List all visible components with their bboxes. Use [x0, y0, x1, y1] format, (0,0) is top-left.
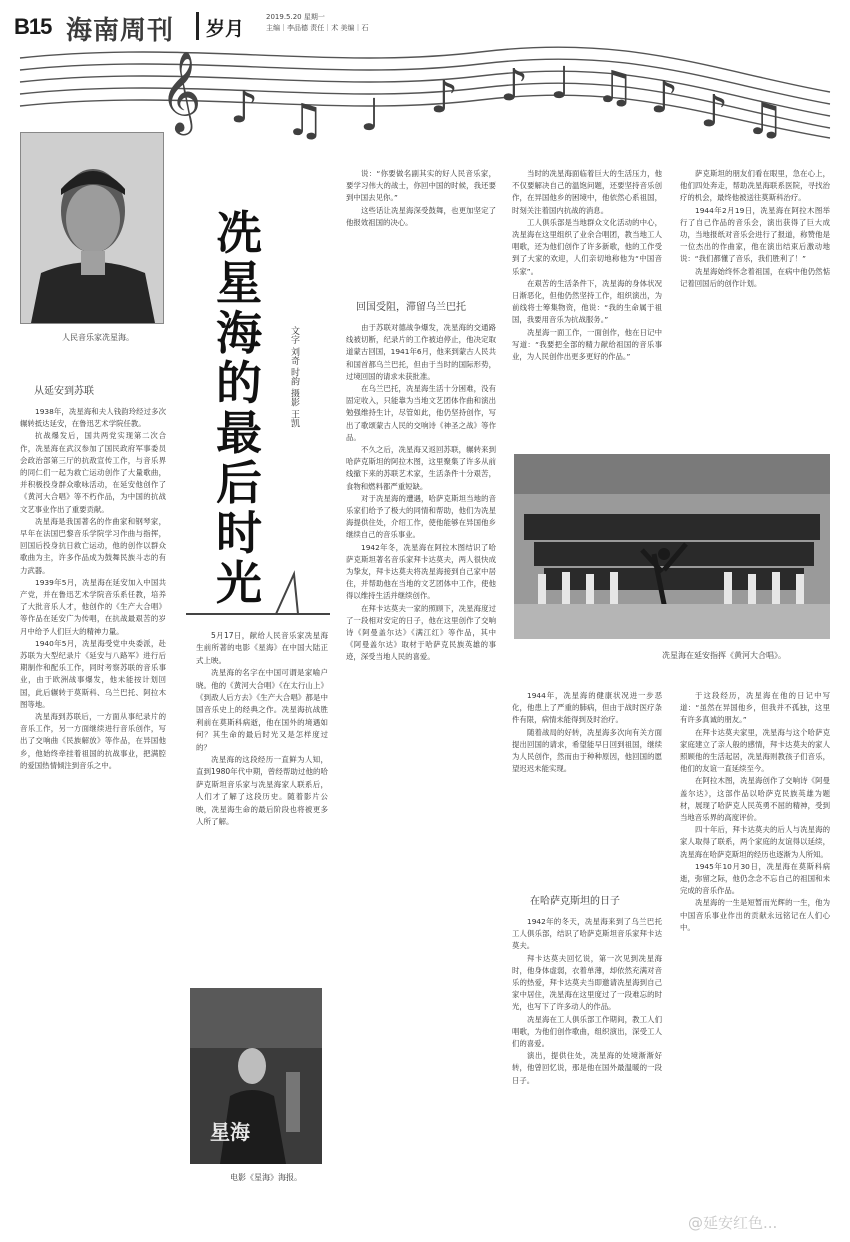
paragraph: 当时的冼星海面临着巨大的生活压力，他不仅要解决自己的温饱问题，还要坚持音乐创作，在异国他乡的困境中，他依然心系祖国，时刻关注着国内抗战的消息。: [512, 169, 662, 215]
paragraph: 1942年的冬天，冼星海来到了乌兰巴托工人俱乐部，结识了哈萨克斯坦音乐家拜卡达莫夫。: [512, 917, 662, 951]
svg-text:♫: ♫: [595, 62, 635, 113]
lead-paragraph: 5月17日，献给人民音乐家冼星海生前所著的电影《星海》在中国大陆正式上映。: [196, 631, 328, 665]
paragraph: 在艰苦的生活条件下，冼星海的身体状况日渐恶化，但他仍然坚持工作，组织演出，为前线将士筹集物资，他说：“我的生命属于祖国，我要用音乐为抗战服务。”: [512, 278, 662, 325]
paragraph: 演出，提供住处，冼星海的处境渐渐好转，他曾回忆说，那是他在国外最温暖的一段日子。: [512, 1051, 662, 1085]
svg-text:♪: ♪: [650, 72, 679, 123]
treble-clef-icon: 𝄞: [160, 50, 202, 132]
paragraph: 对于冼星海的遭遇，哈萨克斯坦当地的音乐家们给予了极大的同情和帮助，他们为冼星海提供住处，介绍工作，使他能够在异国他乡继续自己的音乐事业。: [346, 493, 496, 540]
paragraph: 在阿拉木图，冼星海创作了交响诗《阿曼盖尔达》，这部作品以哈萨克民族英雄为题材，展现了哈萨克人民英勇不屈的精神，受到当地音乐界的高度评价。: [680, 776, 830, 823]
paragraph: 冼星海始终怀念着祖国，在病中他仍然惦记着回国后的创作计划。: [680, 266, 830, 288]
article-column-1: [20, 406, 166, 1206]
lead-text: [196, 630, 328, 829]
article-column-3-top: [346, 168, 496, 288]
article-column-5-bottom: [680, 690, 830, 1206]
title-char: 海: [216, 306, 262, 360]
paragraph: 1945年10月30日，冼星海在莫斯科病逝，弥留之际，他仍念念不忘自己的祖国和未完成的音乐作品。: [680, 861, 830, 896]
paragraph: 冼星海在工人俱乐部工作期间，教工人们唱歌，为他们创作歌曲，组织演出，深受工人们的喜爱。: [512, 1014, 662, 1049]
issue-editors: 主编｜李品德 责任｜术 美编｜石: [266, 24, 369, 32]
svg-text:♪: ♪: [500, 60, 529, 111]
paragraph: 于这段经历，冼星海在他的日记中写道：“虽然在异国他乡，但我并不孤独，这里有许多真诚的朋友。”: [680, 691, 830, 725]
paragraph: 工人俱乐部是当地群众文化活动的中心，冼星海在这里组织了业余合唱团，教当地工人唱歌，还为他们创作了许多新歌，他的工作受到了大家的欢迎，人们亲切地称他为“中国音乐家”。: [512, 217, 662, 276]
article-column-5-top: [680, 168, 830, 444]
paragraph: 1938年，冼星海和夫人钱韵玲经过多次辗转抵达延安，在鲁迅艺术学院任教。: [20, 407, 166, 429]
paragraph: 冼星海是我国著名的作曲家和钢琴家，早年在法国巴黎音乐学院学习作曲与指挥，回国后投身抗日救亡运动，他的创作以群众歌曲为主，许多作品成为鼓舞民族斗志的有力武器。: [20, 516, 166, 575]
subhead-from-yanan: 从延安到苏联: [34, 386, 94, 397]
page-number: B15: [14, 14, 52, 39]
paragraph: 拜卡达莫夫回忆说，第一次见到冼星海时，他身体虚弱，衣着单薄，却依然充满对音乐的热爱，拜卡达莫夫当即邀请冼星海到自己家中居住，冼星海在这里度过了一段难忘的时光，也写下了许多动人的作品。: [512, 953, 662, 1012]
article-column-4-bottom: [512, 916, 662, 1216]
watermark: @延安红色...: [688, 1214, 778, 1232]
paragraph: 1942年冬，冼星海在阿拉木图结识了哈萨克斯坦著名音乐家拜卡达莫夫，两人很快成为挚友，拜卡达莫夫将冼星海接到自己家中居住，并帮助他在当地的文艺团体中工作，使他得以维持生活并继续创作。: [346, 542, 496, 601]
choir-photo: [514, 454, 830, 639]
paragraph: 这些话让冼星海深受鼓舞，也更加坚定了他报效祖国的决心。: [346, 205, 496, 227]
title-char: 时: [216, 506, 262, 560]
paragraph: 由于苏联对德战争爆发，冼星海的交通路线被切断，纪录片的工作被迫停止，他决定取道蒙古回国，1941年6月，他来到蒙古人民共和国首都乌兰巴托，但由于当时的国际形势，过境回国的请求未获批准。: [346, 323, 496, 381]
paragraph: 萨克斯坦的朋友们看在眼里，急在心上，他们四处奔走，帮助冼星海联系医院，寻找治疗的机会，最终他被送往莫斯科治疗。: [680, 169, 830, 203]
lead-paragraph: 冼星海的这段经历一直鲜为人知，直到1980年代中期，曾经帮助过他的哈萨克斯坦音乐家与冼星海家人联系后，人们才了解了这段历史。随着影片公映，冼星海生命的最后阶段也将被更多人所了解。: [196, 755, 328, 827]
title-char: 最: [216, 406, 262, 460]
lead-paragraph: 冼星海的名字在中国可谓是家喻户晓。他的《黄河大合唱》《在太行山上》《到敌人后方去》《生产大合唱》都是中国音乐史上的经典之作。冼星海抗战胜利前在莫斯科病逝，他在国外的境遇如何？其生命的最后时光又是怎样度过的？: [196, 668, 328, 752]
lead-box-corner-decoration: [186, 570, 326, 616]
title-char: 后: [216, 456, 262, 510]
paragraph: 冼星海一面工作，一面创作，他在日记中写道：“我要把全部的精力献给祖国的音乐事业，为人民创作出更多更好的作品。”: [512, 327, 662, 362]
byline: 文字 刘奇 时韵 摄影 王凯: [289, 326, 299, 428]
paragraph: 在乌兰巴托，冼星海生活十分困难，没有固定收入，只能靠为当地文艺团体作曲和演出勉强维持生计，尽管如此，他仍坚持创作，写出了歌颂蒙古人民的交响诗《神圣之战》等作品。: [346, 384, 496, 442]
film-poster: [190, 988, 322, 1164]
issue-date: 2019.5.20 星期一: [266, 13, 325, 21]
svg-text:♪: ♪: [700, 86, 729, 137]
title-char: 星: [216, 256, 262, 310]
article-column-3: [346, 322, 496, 1202]
paragraph: 冼星海的一生是短暂而光辉的一生，他为中国音乐事业作出的贡献永远铭记在人们心中。: [680, 898, 830, 932]
svg-text:♩: ♩: [360, 90, 381, 140]
title-char: 光: [216, 556, 262, 610]
paragraph: 说：“你要做名副其实的好人民音乐家，要学习伟大的战士，你回中国的时候，我还要到中国去见你。”: [346, 169, 496, 203]
subhead-kazakhstan-days: 在哈萨克斯坦的日子: [530, 896, 620, 907]
portrait-caption: 人民音乐家冼星海。: [62, 333, 134, 342]
paragraph: 1944年2月19日，冼星海在阿拉木图举行了自己作品的音乐会，演出获得了巨大成功，当地报纸对音乐会进行了报道，称赞他是一位杰出的作曲家，他在演出结束后激动地说：“我们都懂了音乐，我们胜利了！”: [680, 205, 830, 264]
svg-text:♫: ♫: [285, 95, 325, 140]
paragraph: 1939年5月，冼星海在延安加入中国共产党，并在鲁迅艺术学院音乐系任教，培养了大批音乐人才，他创作的《生产大合唱》等作品在延安广为传唱，在抗战最艰苦的岁月中给予人们巨大的精神力量。: [20, 577, 166, 636]
svg-text:♩: ♩: [550, 58, 571, 109]
paragraph: 不久之后，冼星海又返回苏联，辗转来到哈萨克斯坦的阿拉木图，这里聚集了许多从前线撤下来的苏联艺术家，生活条件十分艰苦，食物和燃料都严重短缺。: [346, 445, 496, 491]
paragraph: 随着战局的好转，冼星海多次向有关方面提出回国的请求，希望能早日回到祖国，继续为人民创作，然而由于种种原因，他回国的愿望迟迟未能实现。: [512, 727, 662, 774]
paragraph: 1944年，冼星海的健康状况进一步恶化，他患上了严重的肺病，但由于战时医疗条件有限，病情未能得到及时治疗。: [512, 691, 662, 725]
subhead-stranded-ulaanbaatar: 回国受阻，滞留乌兰巴托: [356, 302, 466, 313]
svg-text:♪: ♪: [230, 82, 259, 133]
poster-caption: 电影《星海》海报。: [230, 1173, 302, 1182]
paper-name: 海南周刊: [66, 16, 175, 46]
title-char: 冼: [216, 206, 262, 260]
photo-caption: 冼星海在延安指挥《黄河大合唱》。: [662, 651, 786, 660]
paragraph: 冼星海到苏联后，一方面从事纪录片的音乐工作，另一方面继续进行音乐创作，写出了交响曲《民族解放》等作品，在异国他乡，他始终牵挂着祖国的抗战事业，把满腔的爱国热情倾注到音乐之中。: [20, 712, 166, 770]
article-title: [216, 208, 268, 608]
svg-text:♪: ♪: [430, 72, 459, 123]
paragraph: 1940年5月，冼星海受党中央委派，赴苏联为大型纪录片《延安与八路军》进行后期制作和配乐工作，同时考察苏联的音乐事业，由于欧洲战事爆发，他未能按计划回国，此后辗转于莫斯科、乌兰巴托、阿拉木图等地。: [20, 638, 166, 709]
paragraph: 四十年后，拜卡达莫夫的后人与冼星海的家人取得了联系，两个家庭的友谊得以延续，冼星海在哈萨克斯坦的经历也逐渐为人所知。: [680, 825, 830, 859]
paragraph: 在拜卡达莫夫家里，冼星海与这个哈萨克家庭建立了亲人般的感情，拜卡达莫夫的家人照顾他的生活起居，冼星海则教孩子们音乐，他们的友谊一直延续至今。: [680, 727, 830, 774]
portrait-photo: [20, 132, 164, 324]
article-column-4-top: [512, 168, 662, 444]
title-char: 的: [216, 356, 262, 410]
section-name: 岁月: [206, 18, 245, 40]
svg-text:♫: ♫: [745, 94, 785, 140]
paragraph: 在拜卡达莫夫一家的照顾下，冼星海度过了一段相对安定的日子，他在这里创作了交响诗《阿曼盖尔达》《满江红》等作品，其中《阿曼盖尔达》取材于哈萨克民族英雄的事迹，深受当地人民的喜爱。: [346, 603, 496, 662]
paragraph: 抗战爆发后，国共两党实现第二次合作，冼星海在武汉参加了国民政府军事委员会政治部第三厅的抗敌宣传工作，与音乐界的同仁们一起为救亡运动创作了大量歌曲，并积极投身群众歌咏活动，在延安他创作了《黄河大合唱》等不朽作品，为中国的抗战文艺事业作出了重要贡献。: [20, 431, 166, 514]
article-column-4-mid: [512, 690, 662, 876]
music-staff-decoration: [10, 30, 840, 140]
poster-title: 星海: [210, 1120, 250, 1144]
